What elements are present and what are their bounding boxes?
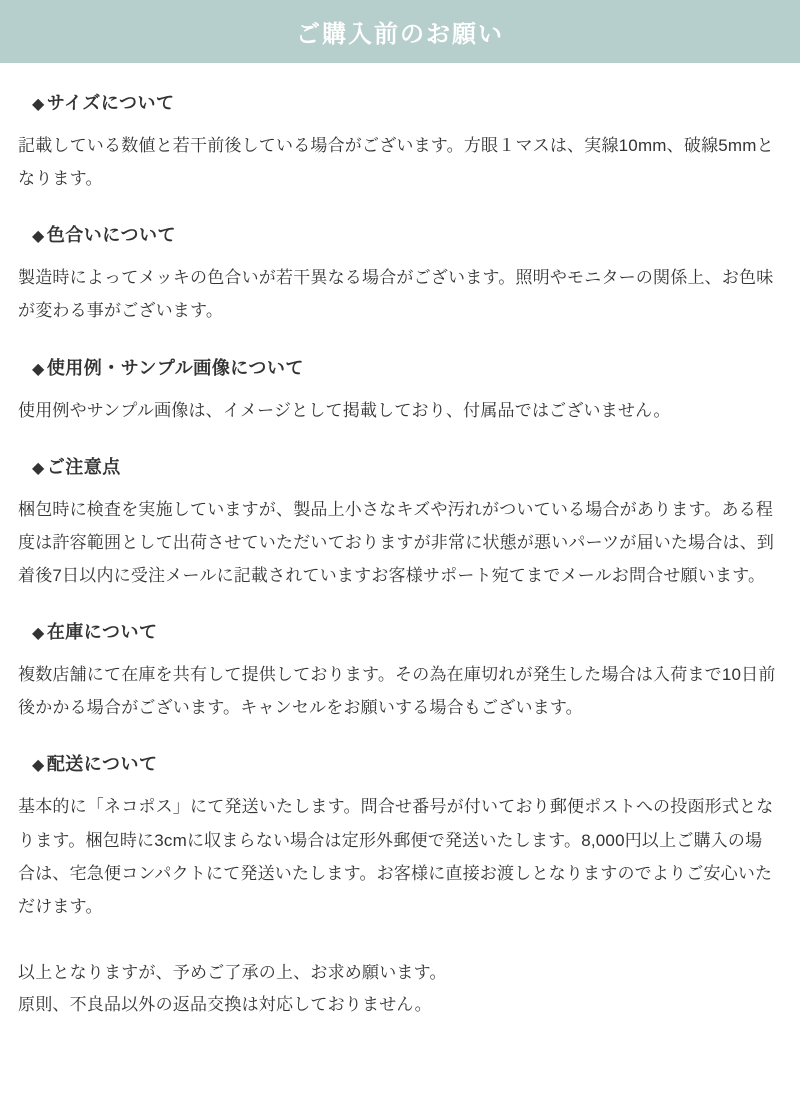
section-body-shipping: 基本的に「ネコポス」にて発送いたします。問合せ番号が付いており郵便ポストへの投函形式となります。梱包時に3cmに収まらない場合は定形外郵便で発送いたします。8,000円以上ご購入の場合は、宅急便コンパクトにて発送いたします。お客様に直接お渡しとなりますのでよりご安心いただけます。 [18,797,774,916]
footer-note-line-1: 以上となりますが、予めご了承の上、お求め願います。 [18,962,447,982]
section-body-size: 記載している数値と若干前後している場合がございます。方眼１マスは、実線10mm、破線5mmとなります。 [18,136,774,189]
section-heading-size [18,63,782,115]
section-heading-text: ご注意点 [46,456,121,477]
diamond-icon: ◆ [32,459,45,477]
header-banner [0,0,800,63]
section-body-color: 製造時によってメッキの色合いが若干異なる場合がございます。照明やモニターの関係上、お色味が変わる事がございます。 [18,268,774,321]
section-body-stock: 複数店舗にて在庫を共有して提供しております。その為在庫切れが発生した場合は入荷まで10日前後かかる場合がございます。キャンセルをお願いする場合もございます。 [18,665,776,718]
diamond-icon: ◆ [32,625,45,643]
content-area [0,63,800,1032]
page-title: ご購入前のお願い [296,21,504,48]
section-color [18,195,782,327]
section-heading-stock [18,592,782,644]
section-heading-caution [18,427,782,479]
section-sample-image [18,328,782,427]
section-size [18,63,782,195]
section-stock [18,592,782,724]
diamond-icon: ◆ [32,360,45,378]
diamond-icon: ◆ [32,757,45,775]
section-body-sample-image: 使用例やサンプル画像は、イメージとして掲載しており、付属品ではございません。 [18,400,671,420]
section-body-caution: 梱包時に検査を実施していますが、製品上小さなキズや汚れがついている場合があります。ある程度は許容範囲として出荷させていただいておりますが非常に状態が悪いパーツが届いた場合は、到着後7日以内に受注メールに記載されていますお客様サポート宛てまでメールお問合せ願います。 [18,499,775,585]
section-heading-text: 配送について [46,754,158,775]
section-caution [18,427,782,592]
section-heading-text: サイズについて [46,93,175,113]
section-heading-text: 使用例・サンプル画像について [46,357,304,378]
diamond-icon: ◆ [32,228,45,246]
section-heading-text: 色合いについて [46,225,176,246]
section-shipping [18,724,782,923]
footer-note [18,957,782,1032]
section-heading-sample-image [18,328,782,380]
diamond-icon: ◆ [32,96,45,113]
section-heading-color [18,195,782,247]
footer-note-line-2: 原則、不良品以外の返品交換は対応しておりません。 [18,995,432,1015]
section-heading-text: 在庫について [46,622,158,643]
section-heading-shipping [18,724,782,776]
